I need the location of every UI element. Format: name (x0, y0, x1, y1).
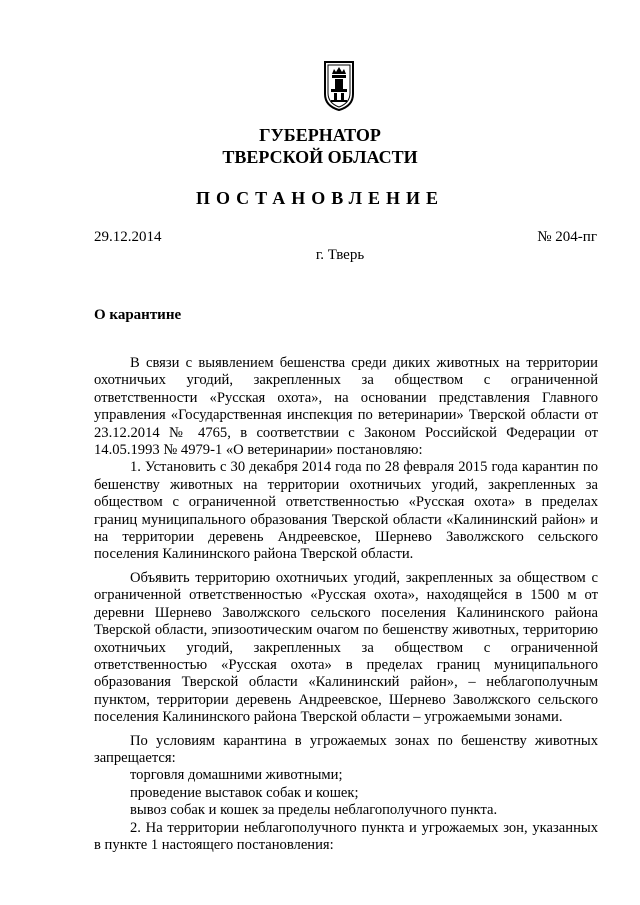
body-paragraph-item-2: 2. На территории неблагополучного пункта и угрожаемых зон, указанных в пункте 1 настоящего постановления: (94, 819, 598, 853)
document-body (94, 355, 598, 854)
issuer-title-line1: ГУБЕРНАТОР (259, 125, 381, 145)
restriction-item: проведение выставок собак и кошек; (130, 784, 359, 801)
document-date: 29.12.2014 (94, 229, 162, 245)
document-subject: О карантине (94, 307, 182, 323)
restriction-item: вывоз собак и кошек за пределы неблагополучного пункта. (130, 802, 498, 819)
body-paragraph-item-1: 1. Установить с 30 декабря 2014 года по 28 февраля 2015 года карантин по бешенству животных на территории охотничьих угодий, закрепленных за обществом с ограниченной ответственностью «Русская охота» в пределах границ муниципального образования Тверской области «Калининский район» и на территории деревень Андреевское, Шернево Заволжского сельского поселения Калининского района Тверской области. (94, 459, 598, 563)
document-type-heading: ПОСТАНОВЛЕНИЕ (195, 188, 445, 208)
coat-of-arms-icon (322, 60, 356, 112)
document-city: г. Тверь (315, 247, 365, 263)
restriction-item: торговля домашними животными; (130, 767, 343, 784)
body-paragraph-intro: В связи с выявлением бешенства среди диких животных на территории охотничьих угодий, закрепленных за обществом с ограниченной ответственности «Русская охота», на основании представления Главного управления «Государственная инспекция по ветеринарии» Тверской области от 23.12.2014 № 4765, в соответствии с Законом Российской Федерации от 14.05.1993 № 4979-1 «О ветеринарии» постановляю: (94, 355, 598, 459)
document-number: № 204-пг (537, 229, 597, 245)
issuer-title-line2: ТВЕРСКОЙ ОБЛАСТИ (222, 147, 418, 167)
body-paragraph-restrictions-intro: По условиям карантина в угрожаемых зонах по бешенству животных запрещается: (94, 732, 598, 766)
body-paragraph-declaration: Объявить территорию охотничьих угодий, закрепленных за обществом с ограниченной ответственностью «Русская охота», находящейся в 1500 м от деревни Шернево Заволжского сельского поселения Калининского района Тверской области, эпизоотическим очагом по бешенству животных, территорию охотничьих угодий, закрепленных за обществом с ограниченной ответственностью «Русская охота» в пределах границ муниципального образования Тверской области «Калининский район», – неблагополучным пунктом, территории деревень Андреевское, Шернево Заволжского сельского поселения Калининского района Тверской области – угрожаемыми зонами. (94, 569, 598, 726)
